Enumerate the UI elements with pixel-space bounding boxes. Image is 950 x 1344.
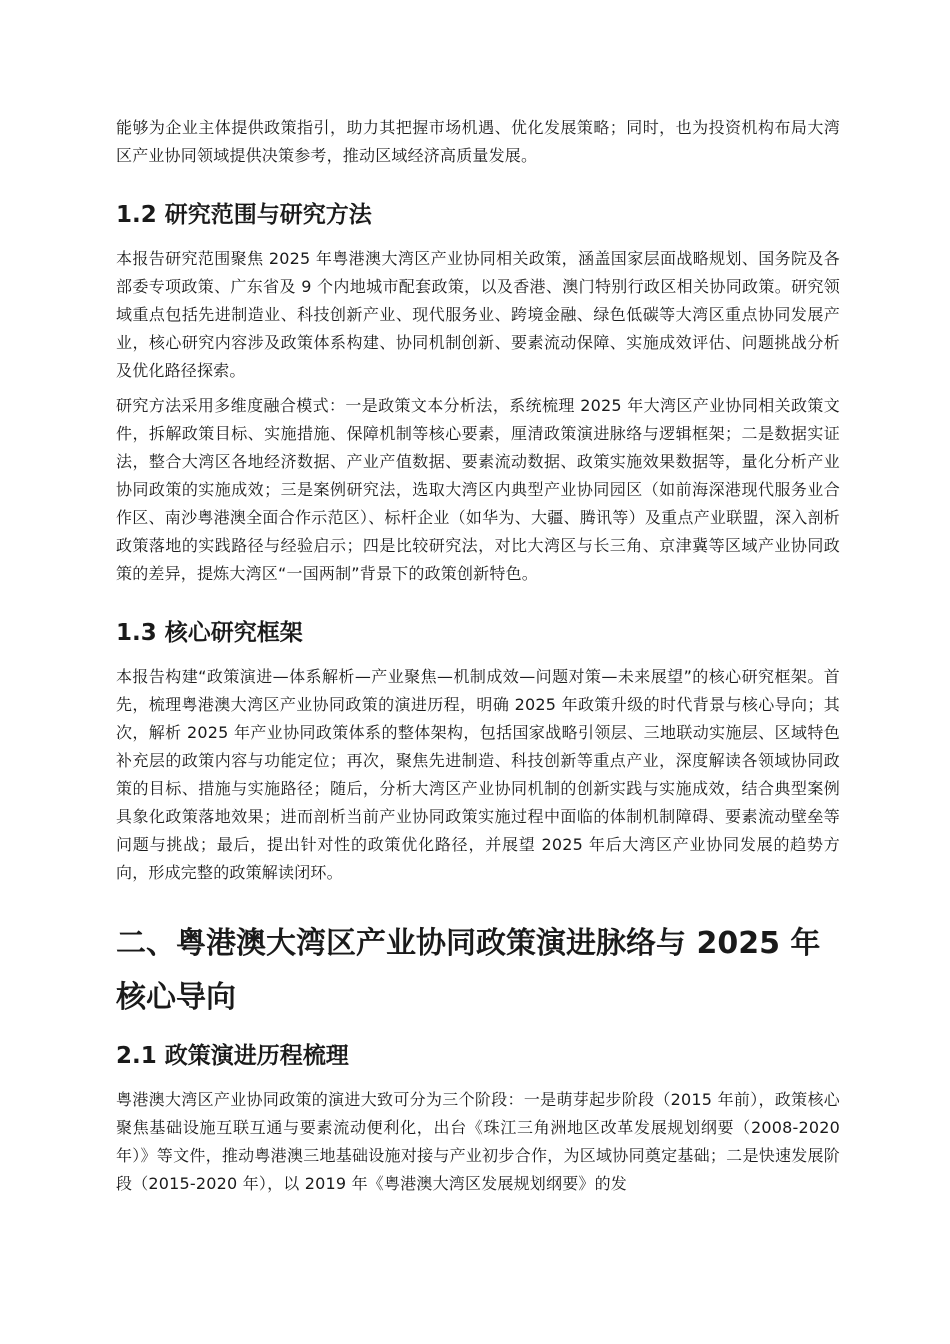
paragraph-research-methods: 研究方法采用多维度融合模式：一是政策文本分析法，系统梳理 2025 年大湾区产业协同相关政策文件，拆解政策目标、实施措施、保障机制等核心要素，厘清政策演进脉络与逻辑框架；二是数据实证法，整合大湾区各地经济数据、产业产值数据、要素流动数据、政策实施效果数据等，量化分析产业协同政策的实施成效；三是案例研究法，选取大湾区内典型产业协同园区（如前海深港现代服务业合作区、南沙粤港澳全面合作示范区）、标杆企业（如华为、大疆、腾讯等）及重点产业联盟，深入剖析政策落地的实践路径与经验启示；四是比较研究法，对比大湾区与长三角、京津冀等区域产业协同政策的差异，提炼大湾区“一国两制”背景下的政策创新特色。	[116, 396, 840, 583]
heading-2-1-policy-evolution: 2.1 政策演进历程梳理	[116, 1043, 349, 1069]
paragraph-policy-evolution: 粤港澳大湾区产业协同政策的演进大致可分为三个阶段：一是萌芽起步阶段（2015 年前），政策核心聚焦基础设施互联互通与要素流动便利化，出台《珠江三角洲地区改革发展规划纲要（2008-2020 年）》等文件，推动粤港澳三地基础设施对接与产业初步合作，为区域协同奠定基础；二是快速发展阶段（2015-2020 年），以 2019 年《粤港澳大湾区发展规划纲要》的发	[116, 1090, 840, 1193]
paragraph-research-framework: 本报告构建“政策演进—体系解析—产业聚焦—机制成效—问题对策—未来展望”的核心研究框架。首先，梳理粤港澳大湾区产业协同政策的演进历程，明确 2025 年政策升级的时代背景与核心导向；其次，解析 2025 年产业协同政策体系的整体架构，包括国家战略引领层、三地联动实施层、区域特色补充层的政策内容与功能定位；再次，聚焦先进制造、科技创新等重点产业，深度解读各领域协同政策的目标、措施与实施路径；随后，分析大湾区产业协同机制的创新实践与实施成效，结合典型案例具象化政策落地效果；进而剖析当前产业协同政策实施过程中面临的体制机制障碍、要素流动壁垒等问题与挑战；最后，提出针对性的政策优化路径，并展望 2025 年后大湾区产业协同发展的趋势方向，形成完整的政策解读闭环。	[116, 667, 840, 882]
paragraph-intro-continued: 能够为企业主体提供政策指引，助力其把握市场机遇、优化发展策略；同时，也为投资机构布局大湾区产业协同领域提供决策参考，推动区域经济高质量发展。	[116, 118, 840, 165]
heading-1-2-scope-methods: 1.2 研究范围与研究方法	[116, 202, 372, 228]
page-content	[116, 114, 840, 1205]
heading-1-3-framework: 1.3 核心研究框架	[116, 620, 303, 646]
paragraph-research-scope: 本报告研究范围聚焦 2025 年粤港澳大湾区产业协同相关政策，涵盖国家层面战略规划、国务院及各部委专项政策、广东省及 9 个内地城市配套政策，以及香港、澳门特别行政区相关协同政策。研究领域重点包括先进制造业、科技创新产业、现代服务业、跨境金融、绿色低碳等大湾区重点协同发展产业，核心研究内容涉及政策体系构建、协同机制创新、要素流动保障、实施成效评估、问题挑战分析及优化路径探索。	[116, 249, 840, 380]
heading-chapter-2: 二、粤港澳大湾区产业协同政策演进脉络与 2025 年核心导向	[116, 926, 821, 1015]
